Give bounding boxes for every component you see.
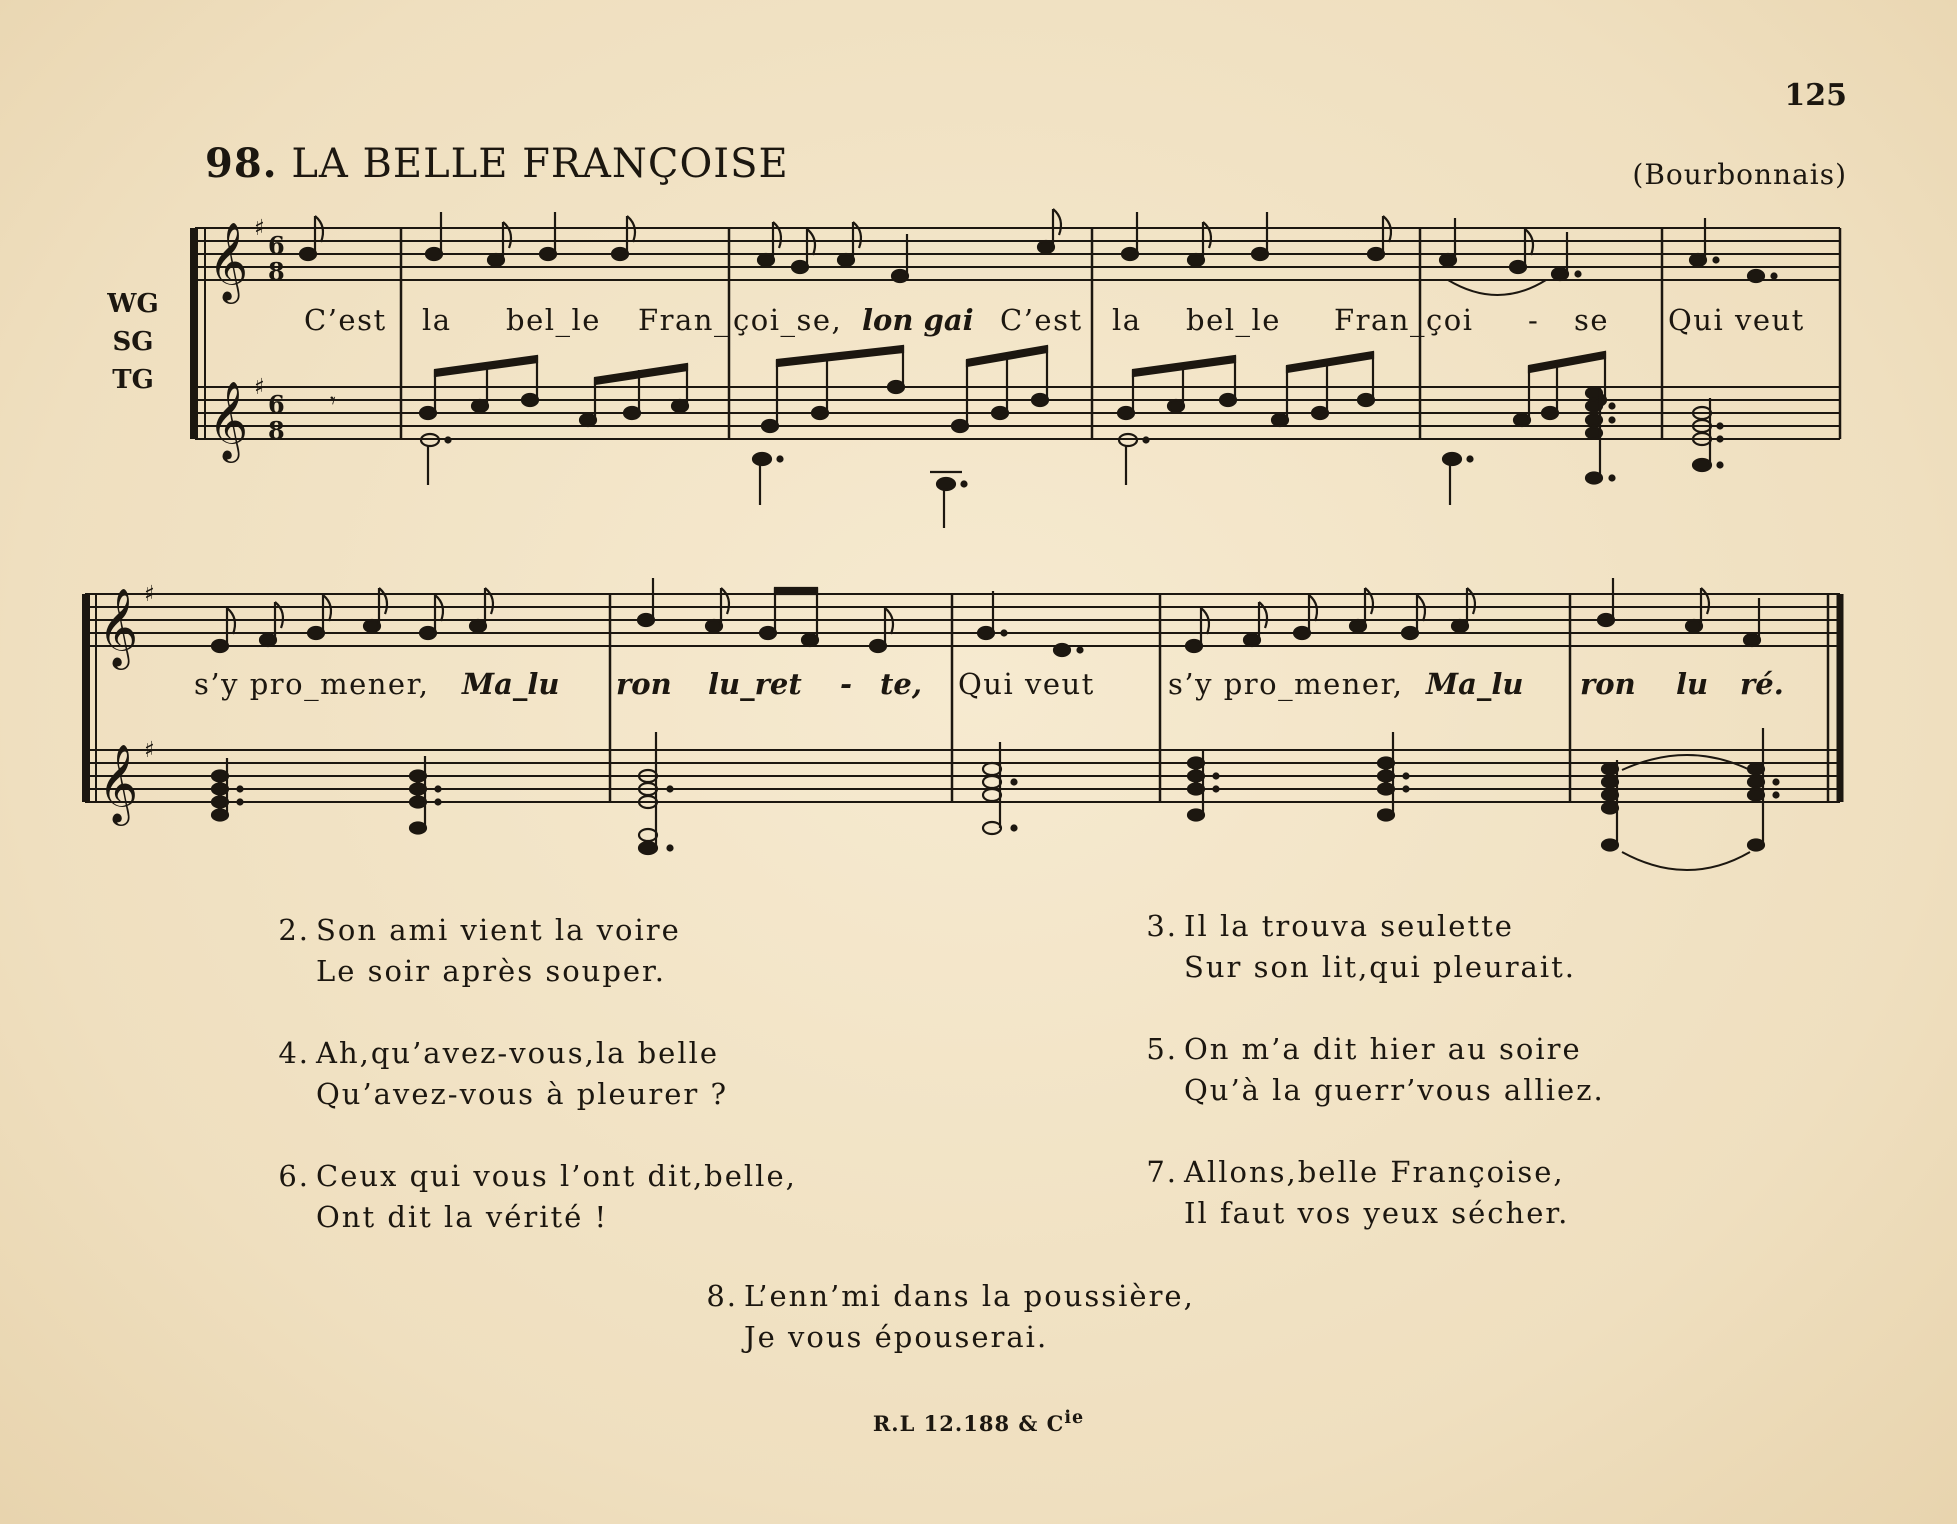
verse-2 bbox=[266, 910, 681, 992]
verse-line: Ah,qu’avez-vous,la belle bbox=[316, 1036, 720, 1070]
time-signature-bottom: 8 bbox=[268, 416, 285, 445]
lyric: çoi bbox=[1426, 303, 1474, 337]
chord bbox=[1693, 398, 1723, 471]
lyric: Ma_lu bbox=[462, 667, 560, 701]
verse-number: 2. bbox=[278, 913, 310, 947]
verse-4 bbox=[266, 1033, 728, 1115]
verse-8 bbox=[694, 1276, 1195, 1358]
publisher-mark-superscript: ie bbox=[1064, 1408, 1085, 1428]
page-number: 125 bbox=[1784, 78, 1847, 113]
verse-line: Son ami vient la voire bbox=[316, 913, 681, 947]
sharp-icon: ♯ bbox=[254, 375, 265, 400]
lyric: - bbox=[1528, 303, 1540, 337]
time-signature-top: 6 bbox=[268, 231, 285, 260]
lyric: ré. bbox=[1740, 667, 1784, 701]
verse-line: Je vous épouserai. bbox=[744, 1320, 1049, 1354]
verse-number: 7. bbox=[1146, 1155, 1178, 1189]
verse-line: L’enn’mi dans la poussière, bbox=[744, 1279, 1195, 1313]
voice-label: WG bbox=[107, 289, 159, 319]
verse-line: Qu’avez-vous à pleurer ? bbox=[316, 1077, 729, 1111]
lyric: lon gai bbox=[862, 303, 974, 337]
verse-line: Ceux qui vous l’ont dit,belle, bbox=[316, 1159, 797, 1193]
lyric: Ma_lu bbox=[1426, 667, 1524, 701]
tie bbox=[1622, 852, 1750, 870]
lyric: - bbox=[840, 667, 853, 701]
lyric: ron bbox=[1580, 667, 1636, 701]
sharp-icon: ♯ bbox=[254, 216, 265, 241]
verse-line: Sur son lit,qui pleurait. bbox=[1184, 950, 1576, 984]
lyric: la bbox=[1112, 303, 1142, 337]
system-1-melody bbox=[300, 209, 1777, 295]
system-1-guitar bbox=[420, 346, 1723, 528]
lyric: çoi_se, bbox=[733, 303, 843, 337]
song-number: 98. bbox=[205, 140, 278, 187]
lyric: Fran_ bbox=[1334, 303, 1426, 337]
lyric: Qui veut bbox=[1668, 303, 1805, 337]
verse-number: 3. bbox=[1146, 909, 1178, 943]
treble-clef-icon: 𝄞 bbox=[98, 588, 139, 667]
time-signature-bottom: 8 bbox=[268, 257, 285, 286]
song-region: (Bourbonnais) bbox=[1632, 158, 1847, 191]
lyric: la bbox=[422, 303, 452, 337]
verse-7 bbox=[1134, 1152, 1569, 1234]
song-title-text: LA BELLE FRANÇOISE bbox=[291, 141, 789, 187]
verse-line: Allons,belle Françoise, bbox=[1184, 1155, 1565, 1189]
lyric: se bbox=[1574, 303, 1610, 337]
verse-line: Ont dit la vérité ! bbox=[316, 1200, 609, 1234]
verse-line: Il faut vos yeux sécher. bbox=[1184, 1196, 1570, 1230]
verse-line: Qu’à la guerr’vous alliez. bbox=[1184, 1073, 1605, 1107]
lyric: s’y pro_mener, bbox=[1168, 667, 1404, 701]
lyric: te, bbox=[880, 667, 922, 701]
verse-number: 8. bbox=[706, 1279, 738, 1313]
sharp-icon: ♯ bbox=[144, 582, 155, 607]
voice-label: TG bbox=[112, 365, 154, 395]
verse-number: 5. bbox=[1146, 1032, 1178, 1066]
chord bbox=[1602, 760, 1618, 851]
sharp-icon: ♯ bbox=[144, 738, 155, 763]
verse-line: Le soir après souper. bbox=[316, 954, 666, 988]
treble-clef-icon: 𝄞 bbox=[208, 381, 249, 460]
verse-line: Il la trouva seulette bbox=[1184, 909, 1514, 943]
treble-clef-icon: 𝄞 bbox=[208, 222, 249, 301]
system-2-staff-guitar bbox=[85, 750, 1840, 802]
lyric: lu bbox=[1676, 667, 1709, 701]
lyric: Fran_ bbox=[638, 303, 730, 337]
system-1-lyrics bbox=[304, 303, 1805, 338]
lyric: bel_le bbox=[1186, 303, 1281, 337]
lyric: bel_le bbox=[506, 303, 601, 337]
lyric: C’est bbox=[304, 303, 387, 337]
chord bbox=[1378, 732, 1409, 821]
chord bbox=[212, 758, 243, 821]
lyric: s’y pro_mener, bbox=[194, 667, 430, 701]
publisher-mark bbox=[0, 1408, 1957, 1436]
verse-number: 4. bbox=[278, 1036, 310, 1070]
lyric: lu_ret bbox=[708, 667, 802, 701]
publisher-mark-text: R.L 12.188 & C bbox=[872, 1411, 1065, 1436]
time-signature-top: 6 bbox=[268, 390, 285, 419]
verse-6 bbox=[266, 1156, 797, 1238]
lyric: Qui veut bbox=[958, 667, 1095, 701]
treble-clef-icon: 𝄞 bbox=[98, 744, 139, 823]
eighth-rest-icon: 𝄾 bbox=[330, 389, 336, 414]
verse-line: On m’a dit hier au soire bbox=[1184, 1032, 1582, 1066]
system-2-melody bbox=[212, 578, 1760, 656]
chord bbox=[410, 756, 441, 834]
lyric: C’est bbox=[1000, 303, 1083, 337]
system-2-staff-voice bbox=[85, 594, 1840, 646]
verse-number: 6. bbox=[278, 1159, 310, 1193]
system-2-lyrics bbox=[194, 667, 1784, 702]
voice-label: SG bbox=[112, 327, 154, 357]
verse-3 bbox=[1134, 906, 1576, 988]
verse-5 bbox=[1134, 1029, 1605, 1111]
lyric: ron bbox=[616, 667, 672, 701]
chord bbox=[1188, 750, 1219, 821]
